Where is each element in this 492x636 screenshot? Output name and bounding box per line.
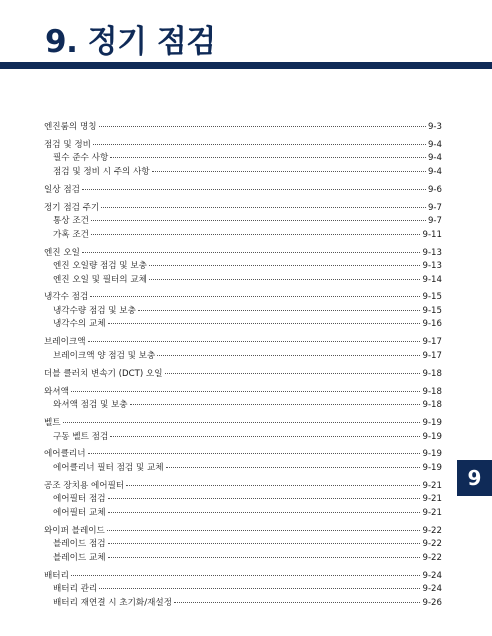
toc-entry[interactable] bbox=[44, 417, 442, 431]
toc-entry-page: 9-13 bbox=[422, 247, 442, 258]
toc-entry[interactable] bbox=[44, 368, 442, 382]
toc-subentry-page: 9-16 bbox=[422, 319, 442, 330]
toc-subentry[interactable] bbox=[44, 152, 442, 166]
toc-section bbox=[44, 480, 442, 521]
toc-subentry-title: 배터리 관리 bbox=[53, 584, 98, 595]
toc-subentry-page: 9-13 bbox=[422, 261, 442, 272]
dot-leader bbox=[63, 422, 421, 423]
dot-leader bbox=[71, 391, 421, 392]
toc-subentry-title: 구동 벨트 점검 bbox=[53, 431, 109, 442]
toc-entry-title: 공조 장치용 에어필터 bbox=[44, 480, 125, 491]
toc-entry[interactable] bbox=[44, 291, 442, 305]
table-of-contents bbox=[44, 121, 442, 614]
toc-entry-page: 9-24 bbox=[422, 570, 442, 581]
toc-subentry-page: 9-4 bbox=[427, 153, 442, 164]
toc-subentry-title: 엔진 오일 및 필터의 교체 bbox=[53, 274, 147, 285]
toc-subentry[interactable] bbox=[44, 399, 442, 413]
toc-subentry-title: 통상 조건 bbox=[53, 216, 89, 227]
toc-entry[interactable] bbox=[44, 121, 442, 135]
toc-subentry[interactable] bbox=[44, 166, 442, 180]
toc-subentry[interactable] bbox=[44, 215, 442, 229]
toc-entry-title: 에어클리너 bbox=[44, 449, 86, 460]
toc-entry[interactable] bbox=[44, 448, 442, 462]
toc-section bbox=[44, 184, 442, 198]
toc-entry[interactable] bbox=[44, 202, 442, 216]
toc-entry-title: 더블 클러치 변속기 (DCT) 오일 bbox=[44, 368, 163, 379]
dot-leader bbox=[71, 575, 421, 576]
toc-subentry-page: 9-26 bbox=[422, 597, 442, 608]
toc-entry-page: 9-19 bbox=[422, 449, 442, 460]
toc-entry-page: 9-18 bbox=[422, 386, 442, 397]
toc-entry[interactable] bbox=[44, 525, 442, 539]
toc-section bbox=[44, 202, 442, 243]
toc-subentry[interactable] bbox=[44, 229, 442, 243]
toc-entry[interactable] bbox=[44, 336, 442, 350]
dot-leader bbox=[108, 557, 421, 558]
dot-leader bbox=[101, 207, 426, 208]
toc-entry[interactable] bbox=[44, 570, 442, 584]
toc-subentry[interactable] bbox=[44, 305, 442, 319]
dot-leader bbox=[110, 157, 426, 158]
toc-subentry-title: 와셔액 점검 및 보충 bbox=[53, 400, 128, 411]
toc-entry-page: 9-19 bbox=[422, 418, 442, 429]
chapter-title: 9. 정기 점검 bbox=[45, 24, 216, 60]
toc-entry-title: 냉각수 점검 bbox=[44, 292, 89, 303]
dot-leader bbox=[165, 373, 421, 374]
dot-leader bbox=[88, 341, 421, 342]
toc-subentry[interactable] bbox=[44, 350, 442, 364]
toc-subentry-page: 9-4 bbox=[427, 166, 442, 177]
dot-leader bbox=[166, 467, 421, 468]
toc-subentry-title: 브레이크액 양 점검 및 보충 bbox=[53, 350, 156, 361]
toc-entry[interactable] bbox=[44, 184, 442, 198]
toc-entry[interactable] bbox=[44, 386, 442, 400]
toc-entry[interactable] bbox=[44, 247, 442, 261]
dot-leader bbox=[149, 265, 421, 266]
dot-leader bbox=[126, 485, 420, 486]
toc-subentry-title: 냉각수의 교체 bbox=[53, 319, 106, 330]
toc-entry-title: 점검 및 정비 bbox=[44, 139, 91, 150]
toc-subentry-page: 9-17 bbox=[422, 350, 442, 361]
dot-leader bbox=[174, 602, 420, 603]
toc-entry-page: 9-21 bbox=[422, 480, 442, 491]
toc-subentry-title: 엔진 오일량 점검 및 보충 bbox=[53, 261, 147, 272]
dot-leader bbox=[107, 530, 421, 531]
toc-section bbox=[44, 525, 442, 566]
dot-leader bbox=[108, 512, 421, 513]
toc-section bbox=[44, 368, 442, 382]
dot-leader bbox=[82, 252, 421, 253]
toc-entry-page: 9-15 bbox=[422, 292, 442, 303]
dot-leader bbox=[99, 126, 426, 127]
toc-section bbox=[44, 139, 442, 180]
toc-subentry-page: 9-19 bbox=[422, 431, 442, 442]
toc-subentry-page: 9-22 bbox=[422, 539, 442, 550]
dot-leader bbox=[157, 355, 420, 356]
toc-entry-title: 일상 점검 bbox=[44, 184, 80, 195]
toc-subentry[interactable] bbox=[44, 538, 442, 552]
dot-leader bbox=[93, 144, 426, 145]
toc-section bbox=[44, 570, 442, 611]
dot-leader bbox=[152, 171, 426, 172]
toc-subentry-title: 에어필터 점검 bbox=[53, 494, 106, 505]
toc-entry-title: 벨트 bbox=[44, 418, 61, 429]
toc-subentry-title: 필수 준수 사항 bbox=[53, 153, 109, 164]
toc-subentry-page: 9-15 bbox=[422, 305, 442, 316]
dot-leader bbox=[108, 543, 421, 544]
toc-subentry[interactable] bbox=[44, 583, 442, 597]
dot-leader bbox=[91, 234, 421, 235]
toc-entry-title: 배터리 bbox=[44, 570, 69, 581]
toc-entry-title: 와이퍼 블레이드 bbox=[44, 525, 105, 536]
dot-leader bbox=[110, 436, 420, 437]
dot-leader bbox=[108, 498, 421, 499]
toc-section bbox=[44, 386, 442, 413]
toc-subentry[interactable] bbox=[44, 318, 442, 332]
toc-subentry-page: 9-11 bbox=[422, 229, 442, 240]
toc-subentry[interactable] bbox=[44, 274, 442, 288]
chapter-side-tab: 9 bbox=[457, 460, 492, 496]
toc-entry-page: 9-18 bbox=[422, 368, 442, 379]
toc-subentry[interactable] bbox=[44, 493, 442, 507]
toc-entry-title: 엔진룸의 명칭 bbox=[44, 122, 97, 132]
toc-subentry[interactable] bbox=[44, 260, 442, 274]
toc-section bbox=[44, 448, 442, 475]
toc-section bbox=[44, 247, 442, 288]
dot-leader bbox=[90, 296, 420, 297]
toc-subentry-title: 냉각수량 점검 및 보충 bbox=[53, 305, 136, 316]
toc-section bbox=[44, 291, 442, 332]
toc-entry-title: 엔진 오일 bbox=[44, 247, 80, 258]
toc-entry-title: 브레이크액 bbox=[44, 337, 86, 348]
toc-entry-page: 9-22 bbox=[422, 525, 442, 536]
dot-leader bbox=[108, 323, 421, 324]
toc-entry[interactable] bbox=[44, 480, 442, 494]
toc-subentry-page: 9-18 bbox=[422, 400, 442, 411]
toc-entry-page: 9-17 bbox=[422, 337, 442, 348]
toc-subentry[interactable] bbox=[44, 462, 442, 476]
toc-entry-page: 9-6 bbox=[427, 184, 442, 195]
dot-leader bbox=[91, 220, 426, 221]
toc-subentry-page: 9-14 bbox=[422, 274, 442, 285]
dot-leader bbox=[82, 189, 426, 190]
toc-subentry-title: 에어필터 교체 bbox=[53, 507, 106, 518]
toc-entry-page: 9-7 bbox=[427, 202, 442, 213]
toc-entry-page: 9-3 bbox=[427, 122, 442, 132]
toc-subentry-page: 9-24 bbox=[422, 584, 442, 595]
toc-subentry-title: 에어클리너 필터 점검 및 교체 bbox=[53, 462, 164, 473]
toc-entry-page: 9-4 bbox=[427, 139, 442, 150]
toc-subentry-page: 9-21 bbox=[422, 507, 442, 518]
dot-leader bbox=[99, 588, 420, 589]
toc-section bbox=[44, 417, 442, 444]
toc-subentry-page: 9-19 bbox=[422, 462, 442, 473]
toc-subentry-title: 배터리 재연결 시 초기화/재설정 bbox=[53, 597, 173, 608]
toc-subentry-title: 블레이드 점검 bbox=[53, 539, 106, 550]
toc-subentry-page: 9-21 bbox=[422, 494, 442, 505]
toc-subentry-title: 점검 및 정비 시 주의 사항 bbox=[53, 166, 150, 177]
toc-subentry[interactable] bbox=[44, 431, 442, 445]
toc-section bbox=[44, 121, 442, 135]
dot-leader bbox=[130, 404, 421, 405]
dot-leader bbox=[149, 279, 421, 280]
toc-subentry[interactable] bbox=[44, 507, 442, 521]
toc-entry[interactable] bbox=[44, 139, 442, 153]
toc-section bbox=[44, 336, 442, 363]
toc-subentry-title: 가혹 조건 bbox=[53, 229, 89, 240]
toc-entry-title: 와셔액 bbox=[44, 386, 69, 397]
dot-leader bbox=[138, 310, 421, 311]
toc-subentry[interactable] bbox=[44, 597, 442, 611]
toc-subentry-page: 9-22 bbox=[422, 552, 442, 563]
toc-subentry-page: 9-7 bbox=[427, 216, 442, 227]
toc-subentry[interactable] bbox=[44, 552, 442, 566]
dot-leader bbox=[88, 453, 421, 454]
toc-entry-title: 정기 점검 주기 bbox=[44, 202, 100, 213]
title-rule bbox=[0, 62, 492, 69]
toc-subentry-title: 블레이드 교체 bbox=[53, 552, 106, 563]
